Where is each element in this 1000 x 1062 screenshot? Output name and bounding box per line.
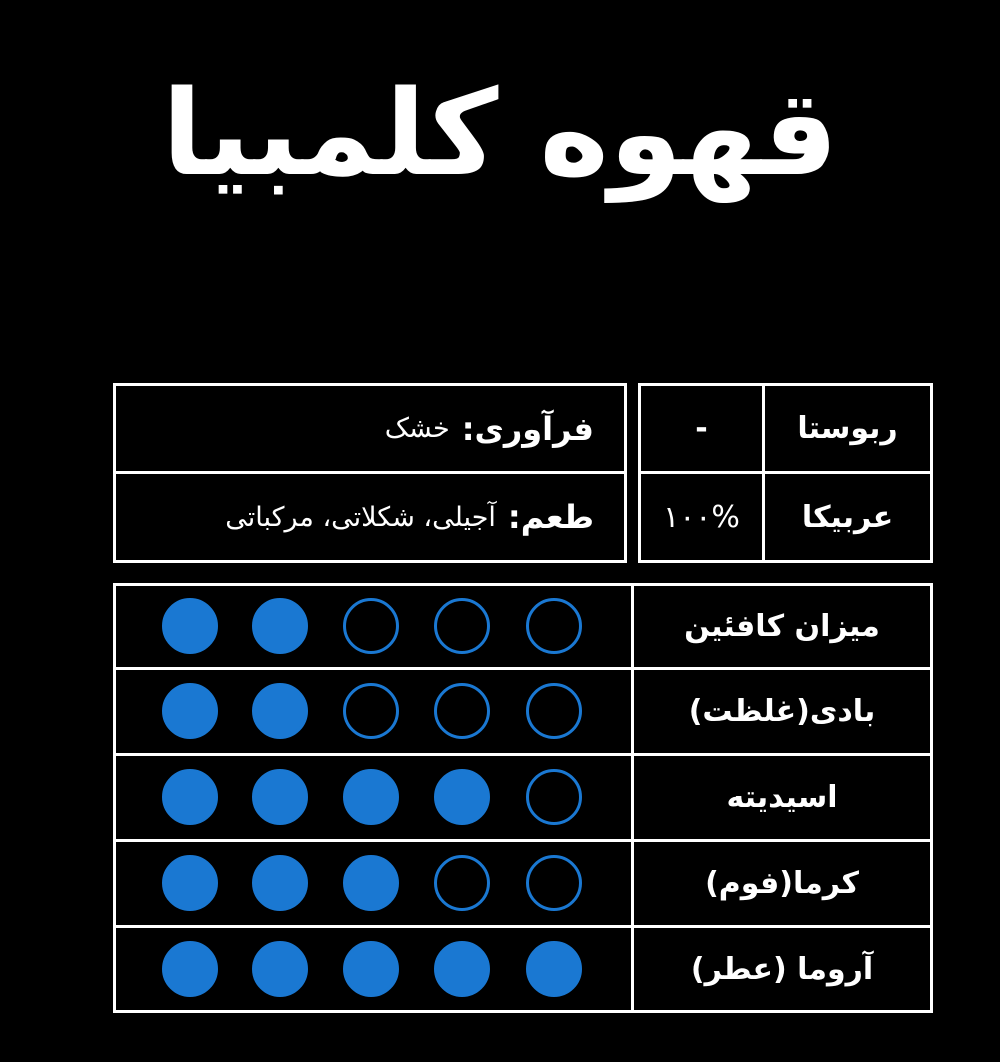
rating-dot-filled xyxy=(162,683,218,739)
rating-label-acidity: اسیدیته xyxy=(726,780,838,815)
rating-dot-filled xyxy=(162,855,218,911)
processing-value: خشک xyxy=(384,413,450,444)
rating-dot-filled xyxy=(343,769,399,825)
rating-dot-filled xyxy=(434,941,490,997)
rating-dot-filled xyxy=(343,941,399,997)
robusta-label: ربوستا xyxy=(797,411,898,446)
rating-dot-empty xyxy=(434,683,490,739)
rating-dot-empty xyxy=(526,683,582,739)
rating-dot-filled xyxy=(252,941,308,997)
rating-dot-filled xyxy=(162,769,218,825)
info-row-processing xyxy=(116,386,624,471)
rating-label-body: بادی(غلظت) xyxy=(688,694,876,729)
rating-dot-empty xyxy=(434,598,490,654)
rating-label-crema: کرما(فوم) xyxy=(705,866,859,901)
rating-dot-empty xyxy=(434,855,490,911)
taste-value: آجیلی، شکلاتی، مرکباتی xyxy=(225,501,496,533)
rating-dot-filled xyxy=(162,598,218,654)
rating-dot-filled xyxy=(252,683,308,739)
rating-dot-empty xyxy=(343,683,399,739)
arabica-value: ۱۰۰% xyxy=(663,499,740,535)
rating-dot-filled xyxy=(434,769,490,825)
rating-dot-filled xyxy=(252,855,308,911)
rating-dot-filled xyxy=(252,598,308,654)
rating-dot-empty xyxy=(526,769,582,825)
rating-label-caffeine: میزان کافئین xyxy=(684,609,880,644)
robusta-value: - xyxy=(695,411,708,446)
rating-dot-empty xyxy=(526,598,582,654)
rating-dot-filled xyxy=(162,941,218,997)
arabica-label: عربیکا xyxy=(801,499,894,535)
taste-label: طعم: xyxy=(507,498,594,536)
rating-dot-empty xyxy=(526,855,582,911)
product-title: قهوه کلمبیا xyxy=(161,64,839,202)
rating-dot-filled xyxy=(526,941,582,997)
rating-dot-filled xyxy=(252,769,308,825)
processing-label: فرآوری: xyxy=(461,409,594,448)
rating-dot-empty xyxy=(343,598,399,654)
rating-label-aroma: آروما (عطر) xyxy=(690,951,874,987)
info-row-taste xyxy=(116,474,624,560)
rating-dot-filled xyxy=(343,855,399,911)
